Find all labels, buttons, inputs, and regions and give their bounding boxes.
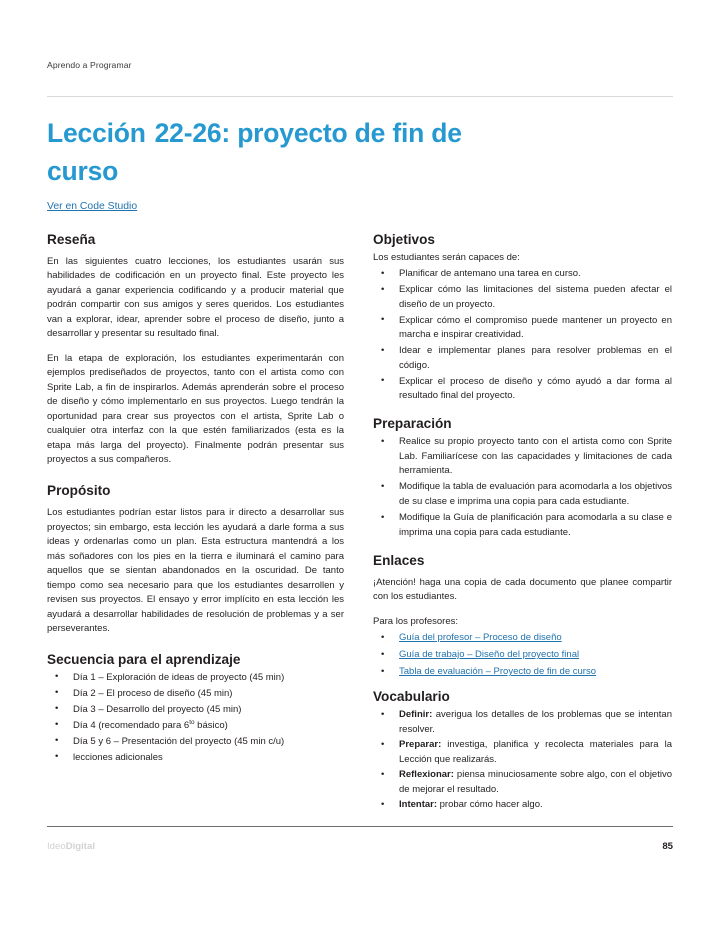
enlaces-note: ¡Atención! haga una copia de cada documento que planee compartir con los estudiantes. (373, 576, 672, 603)
list-item: • Día 3 – Desarrollo del proyecto (45 min) (47, 703, 344, 718)
spacer (373, 682, 672, 689)
list-item-suffix: básico) (194, 719, 228, 731)
section-heading-secuencia: Secuencia para el aprendizaje (47, 651, 241, 667)
section-heading-vocabulario: Vocabulario (373, 689, 450, 705)
list-item: • Día 5 y 6 – Presentación del proyecto (45 min c/u) (47, 735, 344, 750)
running-head: Aprendo a Programar (47, 60, 132, 70)
right-column (373, 232, 672, 814)
vocabulario-list (373, 708, 672, 813)
list-item (373, 768, 672, 797)
spacer (373, 542, 672, 553)
vocab-term: Definir: (399, 709, 433, 721)
spacer (47, 637, 344, 652)
list-item (373, 648, 672, 663)
enlaces-list (373, 631, 672, 680)
link-guia-de-trabajo[interactable]: Guía de trabajo – Diseño del proyecto final (399, 649, 580, 661)
list-item (373, 631, 672, 646)
link-guia-del-profesor[interactable]: Guía del profesor – Proceso de diseño (399, 632, 562, 644)
page-footer (47, 841, 673, 852)
vocab-term: Intentar: (399, 799, 437, 811)
list-item (373, 798, 672, 813)
proposito-paragraph-1: Los estudiantes podrían estar listos para ir directo a desarrollar sus proyectos; sin embargo, esta lección les ayudará a darle forma a sus ideas y ordenarlas como un plan. Esta estructura mantendrá a los más soñadores con los pies en la tierra e iluminará el camino para aquellos que se sientan abandonados en la oscuridad. De tanto tiempo como sea necesario para que los estudiantes desarrollen y revisen sus proyectos. El ensayo y error implícito en esta lección les ayudará a desarrollar habilidades de resolución de problemas y a ser perseverantes. (47, 506, 344, 635)
spacer (47, 468, 344, 483)
section-heading-preparacion: Preparación (373, 416, 452, 432)
header-divider (47, 96, 673, 97)
list-item: • lecciones adicionales (47, 751, 344, 766)
page-title (47, 115, 517, 190)
objetivos-list (373, 267, 672, 404)
footer-divider (47, 826, 673, 827)
section-heading-resena: Reseña (47, 231, 96, 247)
list-item (47, 719, 344, 734)
list-item: • Realice su propio proyecto tanto con el artista como con Sprite Lab. Familiarícese con las capacidades y limitaciones de cada herramienta. (373, 435, 672, 479)
title-space (146, 118, 155, 148)
link-tabla-de-evaluacion[interactable]: Tabla de evaluación – Proyecto de fin de curso (399, 666, 596, 678)
page-title-rest: 22-26: proyecto de fin de curso (47, 118, 462, 186)
list-item: • Idear e implementar planes para resolver problemas en el código. (373, 344, 672, 373)
section-heading-enlaces: Enlaces (373, 552, 425, 568)
vocab-definition: investiga, planifica y recolecta materiales para la Lección que realizarás. (399, 739, 672, 765)
two-column-body (47, 232, 673, 814)
left-column (47, 232, 344, 767)
secuencia-list (47, 671, 344, 766)
list-item-prefix: Día 4 (recomendado para 6 (73, 719, 190, 731)
resena-paragraph-1: En las siguientes cuatro lecciones, los estudiantes usarán sus habilidades de codificación en un proyecto final. Este proyecto les ayudará a ganar experiencia codificando y a producir material que podrán compartir con sus amigos y seres queridos. Los estudiantes van a explorar, idear, aprender sobre el proceso de diseño, junto a desarrollar y presentar su resultado final. (47, 255, 344, 340)
vocab-term: Reflexionar: (399, 769, 454, 781)
objetivos-lead: Los estudiantes serán capaces de: (373, 251, 520, 263)
ordinal-superscript: to (189, 718, 195, 726)
list-item: • Modifique la tabla de evaluación para acomodarla a los objetivos de su clase e imprima una copia para cada estudiante. (373, 480, 672, 509)
spacer (373, 405, 672, 416)
list-item (373, 708, 672, 737)
vocab-term: Preparar: (399, 739, 442, 751)
list-item: • Explicar cómo el compromiso puede mantener un proyecto en marcha e inspirar creatividad. (373, 314, 672, 343)
brand-logo-light: Ideo (47, 841, 66, 852)
list-item (373, 738, 672, 767)
brand-logo (47, 841, 95, 852)
studio-link-row (47, 201, 673, 212)
view-in-code-studio-link[interactable]: Ver en Code Studio (47, 200, 138, 212)
section-heading-objetivos: Objetivos (373, 231, 435, 247)
list-item (373, 665, 672, 680)
vocab-definition: probar cómo hacer algo. (437, 799, 543, 811)
resena-paragraph-2: En la etapa de exploración, los estudiantes experimentarán con ejemplos prediseñados de proyectos, tanto con el artista como con Sprite Lab, a fin de inspirarlos. Además aprenderán sobre el proceso de diseño y cómo implementarlo en sus proyectos. Luego tendrán la oportunidad para crear sus proyectos con el artista, Sprite Lab o cualquier otra interfaz con la que estén familiarizados (esta es la etapa más larga del proyecto). Finalmente podrán presentar sus proyectos a sus compañeros. (47, 352, 344, 466)
vocab-definition: averigua los detalles de los problemas que se intentan resolver. (399, 709, 672, 735)
enlaces-subhead: Para los profesores: (373, 615, 459, 627)
page-number: 85 (662, 841, 673, 852)
list-item: • Día 1 – Exploración de ideas de proyecto (45 min) (47, 671, 344, 686)
list-item: • Planificar de antemano una tarea en curso. (373, 267, 672, 282)
list-item: • Modifique la Guía de planificación para acomodarla a su clase e imprima una copia para cada estudiante. (373, 511, 672, 540)
preparacion-list (373, 435, 672, 540)
list-item: • Día 2 – El proceso de diseño (45 min) (47, 687, 344, 702)
brand-logo-bold: Digital (65, 841, 96, 852)
list-item: • Explicar el proceso de diseño y cómo ayudó a dar forma al resultado final del proyecto. (373, 375, 672, 404)
section-heading-proposito: Propósito (47, 482, 111, 498)
list-item: • Explicar cómo las limitaciones del sistema pueden afectar el diseño de un proyecto. (373, 283, 672, 312)
vocab-definition: piensa minuciosamente sobre algo, con el objetivo de mejorar el resultado. (399, 769, 672, 795)
page-title-lesson: Lección (47, 118, 146, 149)
